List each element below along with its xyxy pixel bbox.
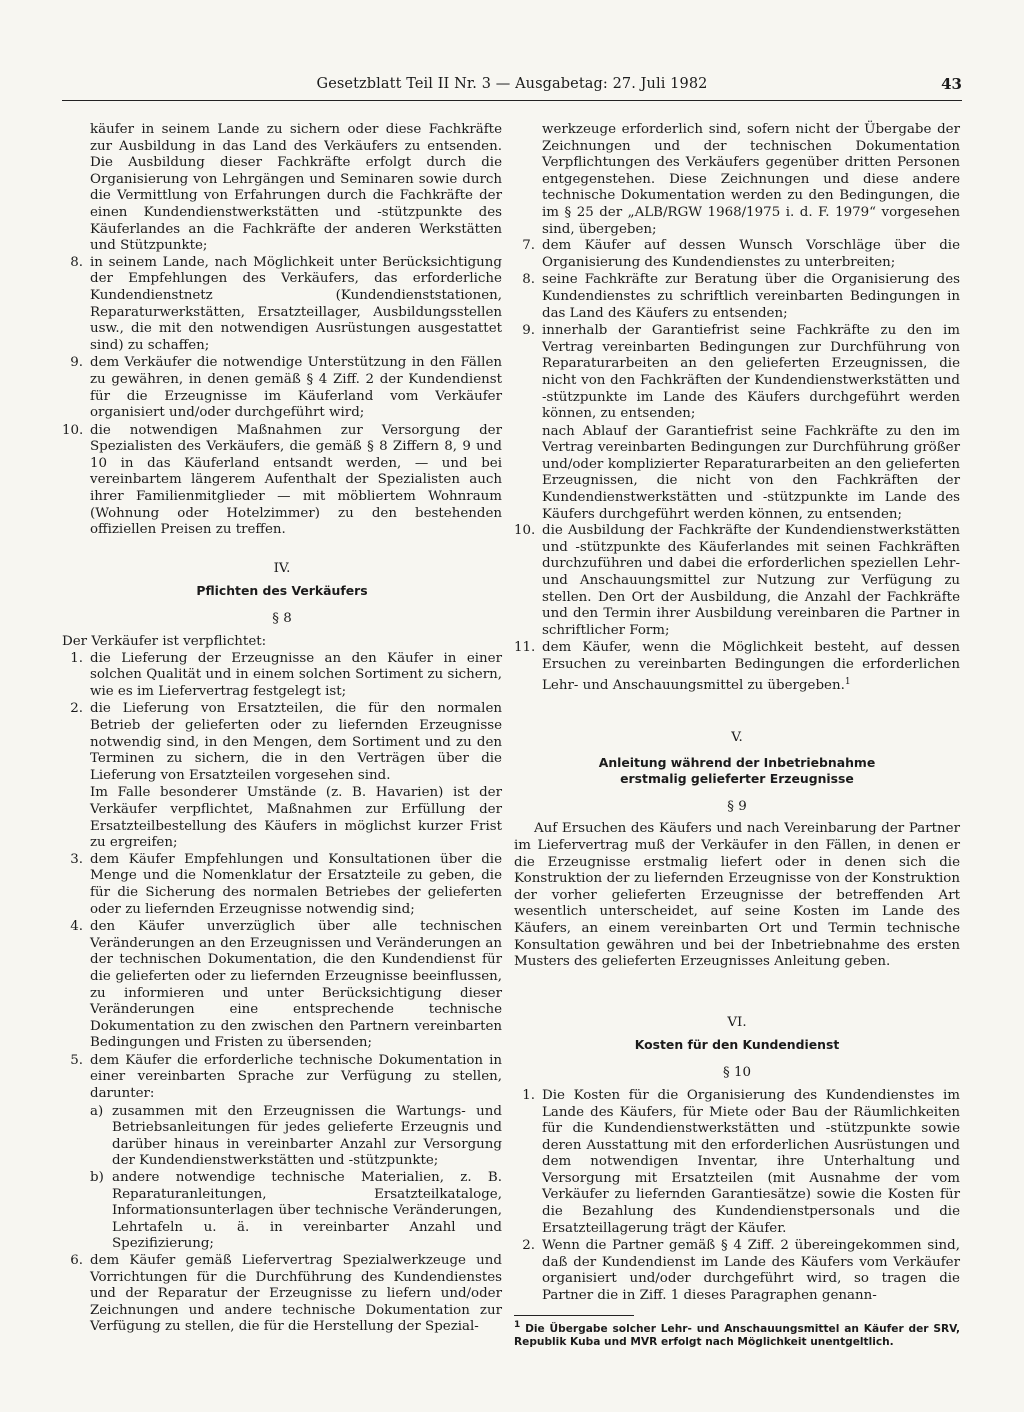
item-number: 8. — [70, 254, 83, 270]
item-number: 10. — [514, 523, 536, 539]
section-number-iv: IV. — [273, 560, 291, 576]
item-text — [542, 640, 960, 694]
item-text: die Lieferung der Erzeugnisse an den Käufer in einer solchen Qualität und in einem solchen Sortiment zu sichern, wie es im Liefervertrag festgelegt ist; — [90, 650, 502, 699]
list-item — [514, 1088, 960, 1237]
item-text: dem Verkäufer die notwendige Unterstützung in den Fällen zu gewähren, in denen gemäß § 4 Ziff. 2 der Kundendienst für die Erzeugnisse im Käuferland vom Verkäufer organisiert und/oder durchgeführt wird; — [90, 355, 502, 421]
item-text: Wenn die Partner gemäß § 4 Ziff. 2 übereingekommen sind, daß der Kundendienst im Lande des Käufers vom Verkäufer organisiert und/oder durchgeführt wird, so tragen die Partner die in Ziff. 1 dieses Paragraphen genann- — [542, 1238, 960, 1304]
right-column — [514, 122, 960, 1349]
section-title-vi: Kosten für den Kundendienst — [634, 1037, 840, 1053]
list-item — [62, 919, 502, 1052]
item-number: 4. — [70, 919, 83, 935]
section-title-v-line-2: erstmalig gelieferter Erzeugnisse — [620, 770, 854, 786]
item-number: 6. — [70, 1253, 83, 1268]
item-text: die Ausbildung der Fachkräfte der Kundendienstwerkstätten und -stützpunkte des Käuferlandes mit seinen Fachkräften durchzuführen und dabei die erforderlichen speziellen Lehr- und Anschauungsmittel zur Nutzung zur Verfügung zu stellen. Den Ort der Ausbildung, die Anzahl der Fachkräfte und den Termin ihrer Ausbildung vereinbaren die Partner in schriftlicher Form; — [542, 523, 960, 638]
item-number: 11. — [514, 640, 536, 656]
footnote — [514, 1319, 960, 1349]
footnote-rule — [514, 1315, 634, 1316]
item-text: dem Käufer auf dessen Wunsch Vorschläge über die Organisierung des Kundendienstes zu unterbreiten; — [542, 238, 960, 270]
page-header — [62, 74, 962, 101]
list-item — [62, 701, 502, 784]
item-number: 10. — [62, 422, 84, 438]
item-text: dem Käufer Empfehlungen und Konsultationen über die Menge und die Nomenklatur der Ersatzteile zu geben, die für die Sicherung des normalen Betriebes der gelieferten oder zu liefernden Erzeugnisse notwendig sind; — [90, 851, 502, 917]
sub-item-text: andere notwendige technische Materialien, z. B. Reparaturanleitungen, Ersatzteilkataloge, Informationsunterlagen über technische Veränderungen, Lehrtafeln u. ä. in vereinbarter Anzahl und Spezifizierung; — [112, 1170, 502, 1252]
item-2-extra: Im Falle besonderer Umstände (z. B. Havarien) ist der Verkäufer verpflichtet, Maßnahmen zur Erfüllung der Ersatzteilbestellung des Käufers in möglichst kurzer Frist zu ergreifen; — [90, 785, 502, 851]
section-number-vi: VI. — [727, 1014, 747, 1030]
item-text: dem Käufer gemäß Liefervertrag Spezialwerkzeuge und Vorrichtungen für die Durchführung des Kundendienstes und der Reparatur der Erzeugnisse zu liefern und/oder Zeichnungen und andere technische Dokumentation zur Verfügung zu stellen, die für die Herstellung der Spezial- — [90, 1253, 502, 1335]
section-intro: Der Verkäufer ist verpflichtet: — [62, 634, 267, 650]
list-item — [514, 272, 960, 322]
item-number: 3. — [70, 851, 83, 867]
section-v-text: Auf Ersuchen des Käufers und nach Vereinbarung der Partner im Liefervertrag muß der Verkäufer in den Fällen, in denen er die Erzeugnisse erstmalig liefert oder in denen sich die Konstruktion der zu liefernden Erzeugnisse von der Konstruktion der vorher gelieferten Erzeugnisse der betreffenden Art wesentlich unterscheidet, auf seine Kosten im Lande des Käufers, an einem vereinbarten Ort und Termin technische Konsultation gewähren und bei der Inbetriebnahme des ersten Musters des gelieferten Erzeugnisses Anleitung geben. — [514, 821, 960, 970]
sub-item — [90, 1170, 502, 1253]
footnote-mark: 1 — [844, 676, 851, 687]
item-number: 2. — [522, 1238, 535, 1254]
item-text: Die Kosten für die Organisierung des Kundendienstes im Lande des Käufers, für Miete oder Bau der Räumlichkeiten für die Kundendienstwerkstätten und -stützpunkte sowie deren Ausstattung mit den erforderlichen Ausrüstungen und dem notwendigen Inventar, ihre Unterhaltung und Versorgung mit Ersatzteilen (mit Ausnahme der vom Verkäufer zu liefernden Garantiesätze) sowie die Kosten für die Bezahlung des Kundendienstpersonals und die Ersatzteillagerung trägt der Käufer. — [542, 1087, 960, 1236]
paragraph-sign-8: § 8 — [272, 611, 292, 627]
list-item — [62, 423, 502, 539]
footnote-text: Die Übergabe solcher Lehr- und Anschauungsmittel an Käufer der SRV, Republik Kuba und MVR erfolgt nach Möglichkeit unentgeltlich. — [514, 1322, 960, 1348]
list-item — [514, 1238, 960, 1304]
item-number: 9. — [70, 355, 83, 371]
sub-item-letter: a) — [90, 1103, 104, 1119]
list-item — [62, 1253, 502, 1336]
item-text: in seinem Lande, nach Möglichkeit unter Berücksichtigung der Empfehlungen des Verkäufers, das erforderliche Kundendienstnetz (Kundendienststationen, Reparaturwerkstätten, Ersatzteillager, Ausbildungsstellen usw., die mit den notwendigen Ausrüstungen ausgestattet sind) zu schaffen; — [90, 254, 502, 353]
paragraph-sign-9: § 9 — [727, 798, 747, 814]
section-title-v — [514, 755, 960, 787]
list-item — [62, 651, 502, 701]
list-item — [62, 852, 502, 918]
list-item — [62, 1053, 502, 1103]
list-item — [62, 255, 502, 355]
list-item — [62, 355, 502, 421]
section-title-iv: Pflichten des Verkäufers — [196, 583, 368, 599]
item-number: 2. — [70, 701, 83, 717]
item-text: den Käufer unverzüglich über alle technischen Veränderungen an den Erzeugnissen und Veränderungen an der technischen Dokumentation, die den Kundendienst für die gelieferten oder zu liefernden Erzeugnisse beeinflussen, zu informieren und unter Berücksichtigung dieser Veränderungen eine entsprechende technische Dokumentation zu den zwischen den Partnern vereinbarten Bedingungen und Fristen zu übersenden; — [90, 919, 502, 1051]
item-number: 7. — [522, 238, 535, 254]
item-text: innerhalb der Garantiefrist seine Fachkräfte zu den im Vertrag vereinbarten Bedingungen zur Durchführung von Reparaturarbeiten an den gelieferten Erzeugnissen, die nicht von den Fachkräften der Kundendienstwerkstätten und -stützpunkte im Lande des Käufers durchgeführt werden können, zu entsenden; — [542, 323, 960, 422]
list-item — [514, 640, 960, 694]
item-number: 1. — [522, 1087, 535, 1103]
item-text: die notwendigen Maßnahmen zur Versorgung der Spezialisten des Verkäufers, die gemäß § 8 Ziffern 8, 9 und 10 in das Käuferland entsandt werden, — und bei vereinbartem längerem Aufenthalt der Spezialisten auch ihrer Familienmitglieder — mit möbliertem Wohnraum (Wohnung oder Hotelzimmer) zu den bestehenden offiziellen Preisen zu treffen. — [90, 422, 502, 538]
paragraph-sign-10: § 10 — [723, 1065, 751, 1081]
list-item — [514, 238, 960, 271]
section-number-v: V. — [731, 730, 743, 746]
page-number: 43 — [941, 75, 962, 93]
item-number: 5. — [70, 1052, 83, 1068]
list-item — [514, 523, 960, 639]
item-text: dem Käufer die erforderliche technische Dokumentation in einer vereinbarten Sprache zur Verfügung zu stellen, darunter: — [90, 1052, 502, 1102]
running-title: Gesetzblatt Teil II Nr. 3 — Ausgabetag: 27. Juli 1982 — [316, 76, 708, 92]
item-7-continuation: käufer in seinem Lande zu sichern oder diese Fachkräfte zur Ausbildung in das Land des Verkäufers zu entsenden. Die Ausbildung dieser Fachkräfte erfolgt durch die Organisierung von Lehrgängen und Seminaren sowie durch die Vermittlung von Erfahrungen durch die Fachkräfte der einen Kundendienstwerkstätten und -stützpunkte des Käuferlandes an die Fachkräfte der anderen Werkstätten und Stützpunkte; — [90, 122, 502, 254]
sub-item — [90, 1104, 502, 1170]
item-number: 8. — [522, 272, 535, 288]
section-title-v-line-1: Anleitung während der Inbetriebnahme — [598, 754, 876, 770]
item-9-extra: nach Ablauf der Garantiefrist seine Fachkräfte zu den im Vertrag vereinbarten Bedingungen zur Durchführung größer und/oder komplizierter Reparaturarbeiten an den gelieferten Erzeugnissen, die nicht von den Fachkräften der Kundendienstwerkstätten und -stützpunkte im Lande des Käufers durchgeführt werden können, zu entsenden; — [542, 423, 960, 522]
item-text: seine Fachkräfte zur Beratung über die Organisierung des Kundendienstes zu schriftlich vereinbarten Bedingungen in das Land des Käufers zu entsenden; — [542, 272, 960, 321]
item-text: die Lieferung von Ersatzteilen, die für den normalen Betrieb der gelieferten oder zu liefernden Erzeugnisse notwendig sind, in den Mengen, dem Sortiment und zu den Terminen zu sichern, die in den Verträgen über die Lieferung von Ersatzteilen vorgesehen sind. — [90, 701, 502, 783]
left-column — [62, 122, 502, 1337]
item-11-text: dem Käufer, wenn die Möglichkeit besteht, auf dessen Ersuchen zu vereinbarten Bedingungen die erforderlichen Lehr- und Anschauungsmittel zu übergeben. — [542, 640, 960, 693]
footnote-number: 1 — [514, 1319, 521, 1330]
sub-item-text: zusammen mit den Erzeugnissen die Wartungs- und Betriebsanleitungen für jedes gelieferte Erzeugnis und darüber hinaus in vereinbarter Anzahl zur Versorgung der Kundendienstwerkstätten und -stützpunkte; — [112, 1103, 502, 1169]
list-item — [514, 323, 960, 423]
item-6-continuation: werkzeuge erforderlich sind, sofern nicht der Übergabe der Zeichnungen und der technischen Dokumentation Verpflichtungen des Verkäufers gegenüber dritten Personen entgegenstehen. Diese Zeichnungen und diese andere technische Dokumentation werden zu den Bedingungen, die im § 25 der „ALB/RGW 1968/1975 i. d. F. 1979“ vorgesehen sind, übergeben; — [542, 122, 960, 237]
item-number: 9. — [522, 323, 535, 339]
sub-item-letter: b) — [90, 1170, 104, 1186]
item-number: 1. — [70, 650, 83, 666]
